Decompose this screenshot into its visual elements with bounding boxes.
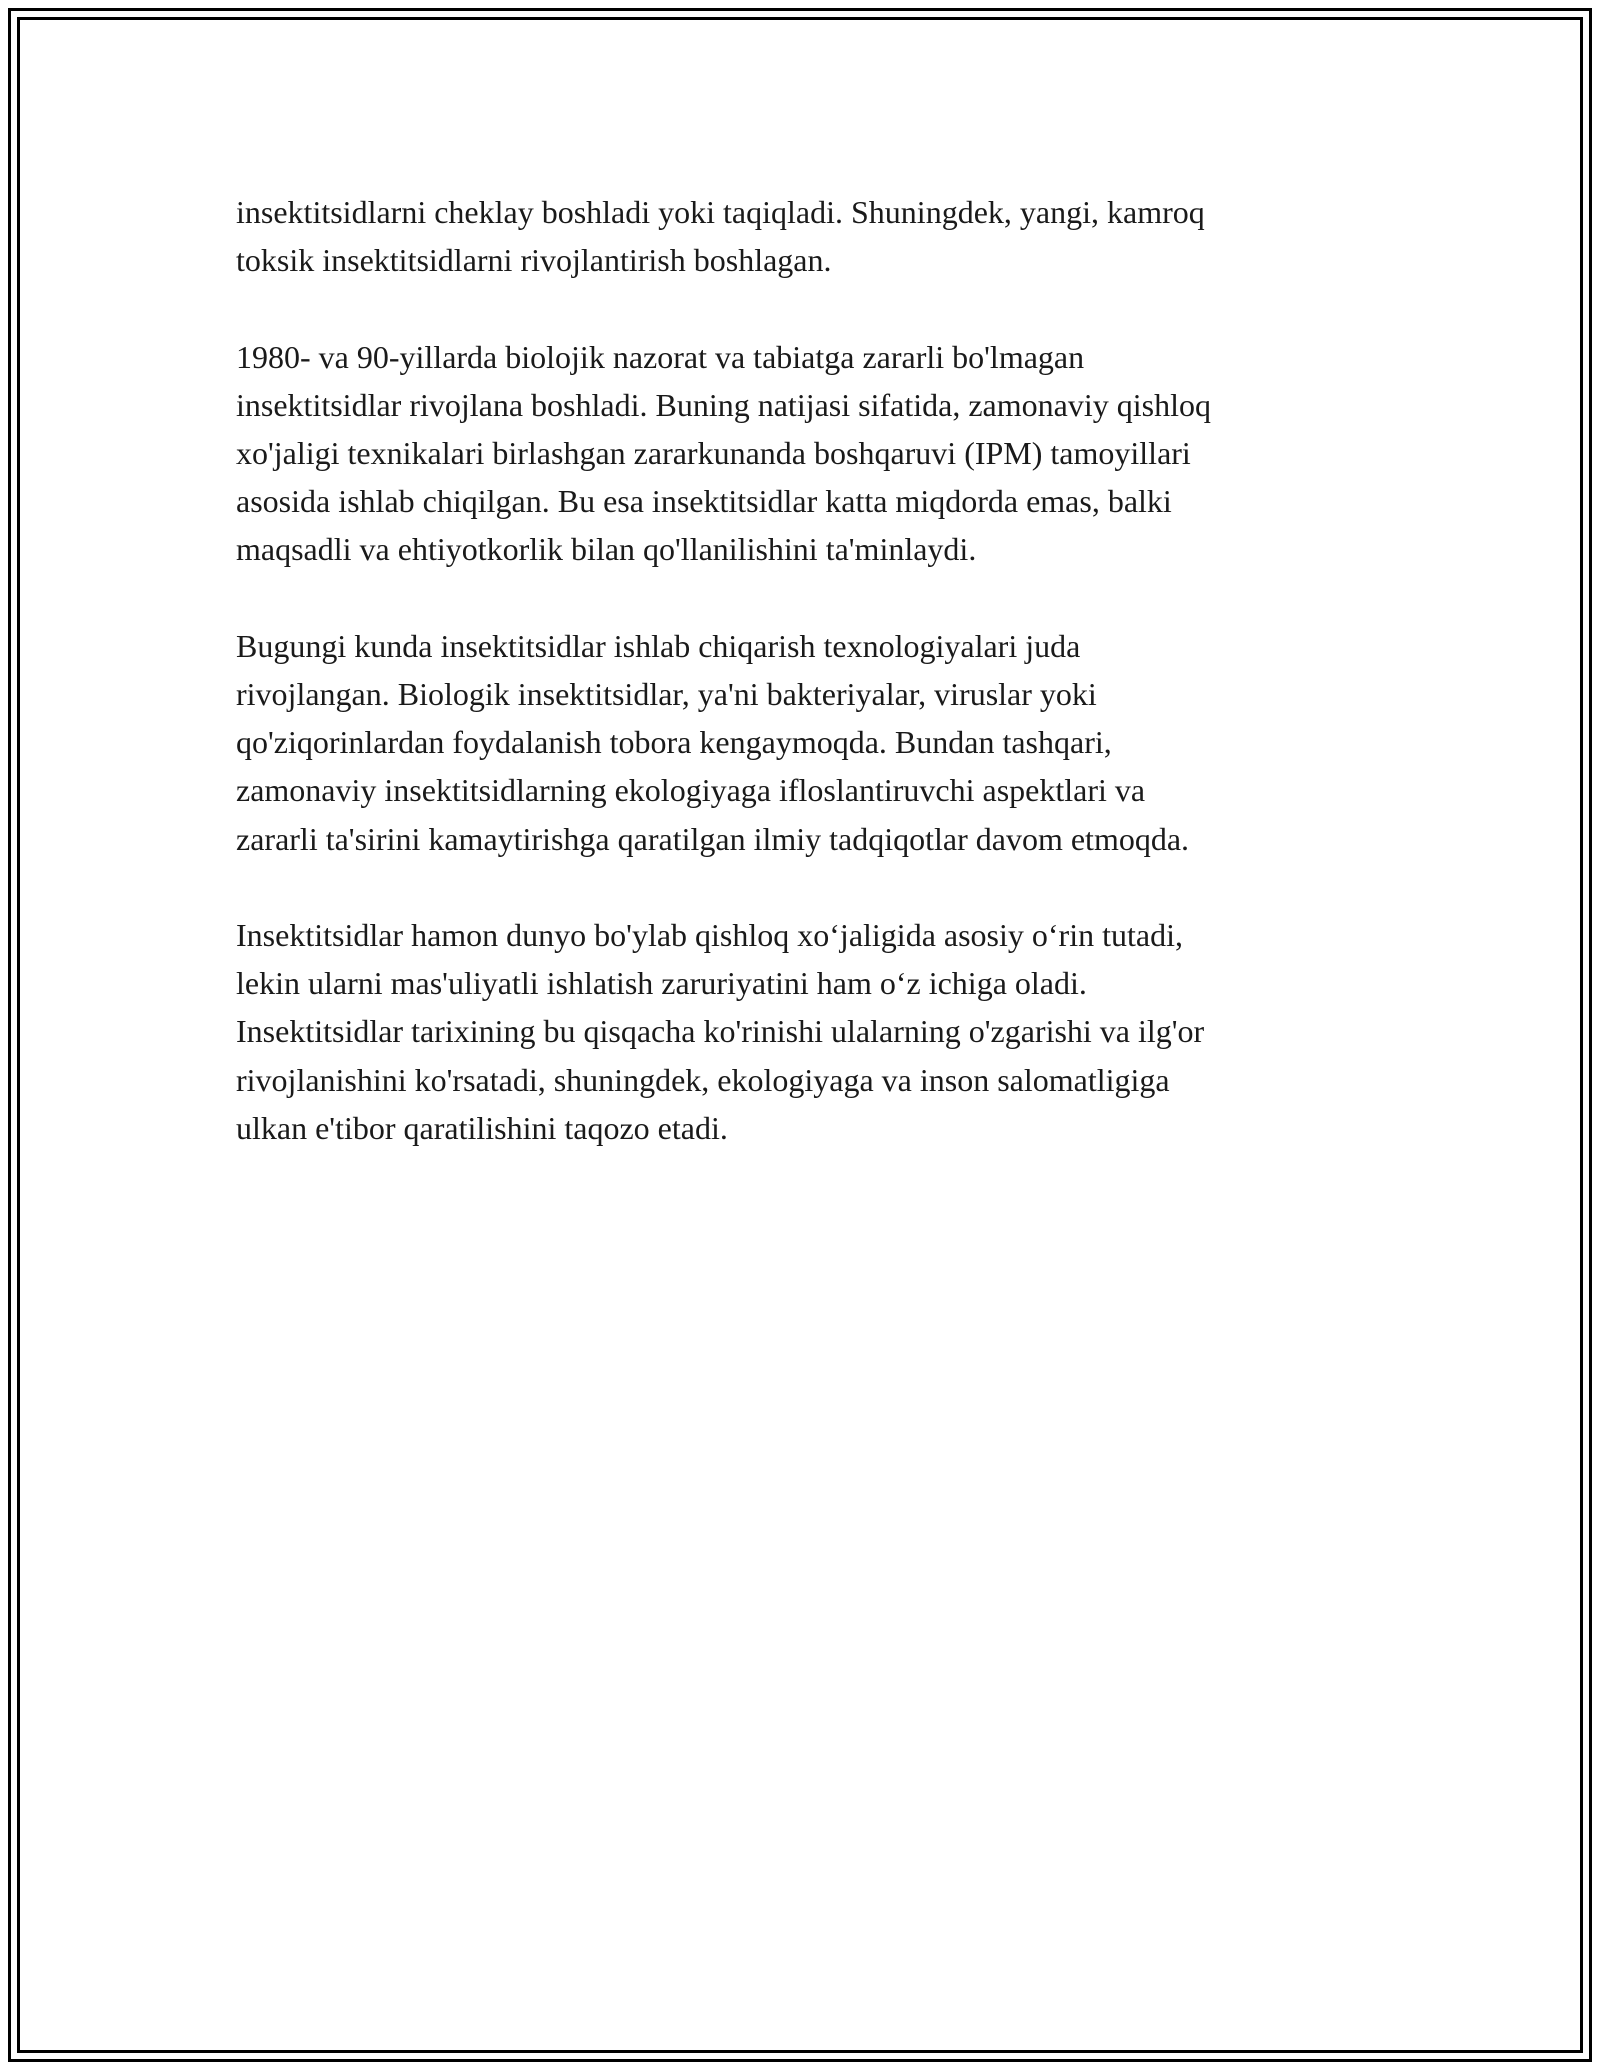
paragraph-3: Bugungi kunda insektitsidlar ishlab chiqarish texnologiyalari juda rivojlangan. Biologik insektitsidlar, ya'ni bakteriyalar, viruslar yoki qo'ziqorinlardan foydalanish tobora kengaymoqda. Bundan tashqari, zamonaviy insektitsidlarning ekologiyaga ifloslantiruvchi aspektlari va zararli ta'sirini kamaytirishga qaratilgan ilmiy tadqiqotlar davom etmoqda. [236,627,1190,857]
paragraph-2: 1980- va 90-yillarda biolojik nazorat va tabiatga zararli bo'lmagan insektitsidlar rivojlana boshladi. Buning natijasi sifatida, zamonaviy qishloq xo'jaligi texnikalari birlashgan zararkunanda boshqaruvi (IPM) tamoyillari asosida ishlab chiqilgan. Bu esa insektitsidlar katta miqdorda emas, balki maqsadli va ehtiyotkorlik bilan qo'llanilishini ta'minlaydi. [236,338,1211,568]
paragraph-4: Insektitsidlar hamon dunyo bo'ylab qishloq xoʻjaligida asosiy oʻrin tutadi, lekin ularni mas'uliyatli ishlatish zaruriyatini ham oʻz ichiga oladi. Insektitsidlar tarixining bu qisqacha ko'rinishi ulalarning o'zgarishi va ilg'or rivojlanishini ko'rsatadi, shuningdek, ekologiyaga va inson salomatligiga ulkan e'tibor qaratilishini taqozo etadi. [236,917,1205,1146]
document-body [236,188,1406,1200]
paragraph-1: insektitsidlarni cheklay boshladi yoki taqiqladi. Shuningdek, yangi, kamroq toksik insektitsidlarni rivojlantirish boshlagan. [236,194,1205,279]
